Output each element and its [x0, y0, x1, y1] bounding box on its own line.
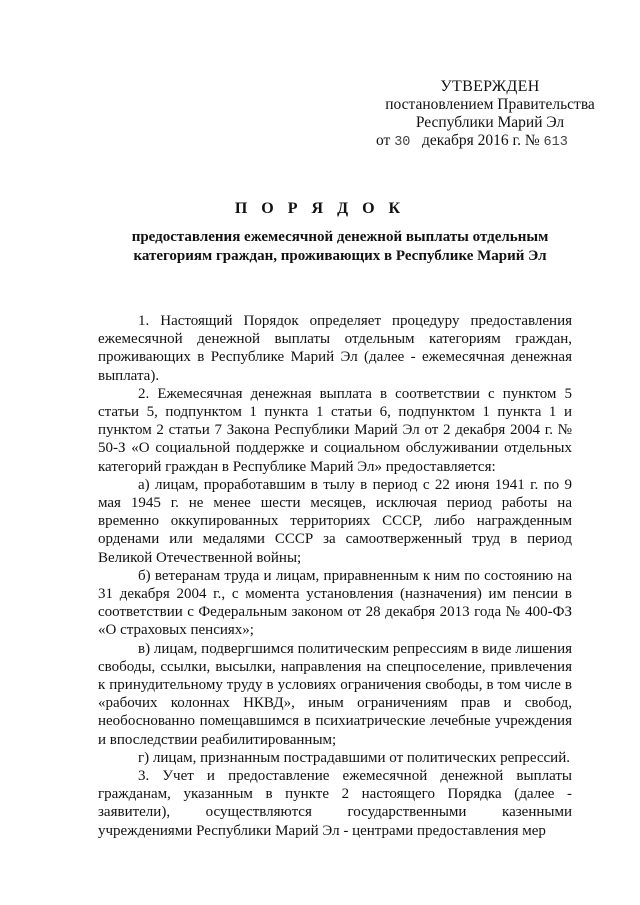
approval-title: УТВЕРЖДЕН	[440, 78, 540, 95]
approval-number: 613	[543, 135, 568, 150]
approval-line-resolution: постановлением Правительства	[385, 96, 595, 113]
document-title: П О Р Я Д О К	[234, 200, 406, 217]
approval-day: 30	[394, 135, 411, 150]
paragraph-1: 1. Настоящий Порядок определяет процедуру предоставления ежемесячной денежной выплаты отдельным категориям граждан, проживающих в Республике Марий Эл (далее - ежемесячная денежная выплата).	[98, 313, 572, 384]
paragraph-2v: в) лицам, подвергшимся политическим репрессиям в виде лишения свободы, ссылки, высылки, направления на спецпоселение, привлечения к принудительному труду в условиях ограничения свободы, в том числе в «рабочих колоннах НКВД», иным ограничениям прав и свобод, необоснованно помещавшимся в психиатрические лечебные учреждения и впоследствии реабилитированным;	[98, 640, 572, 748]
document-body	[98, 312, 572, 840]
document-subtitle: предоставления ежемесячной денежной выплаты отдельным категориям граждан, проживающих в Республике Марий Эл	[131, 229, 549, 264]
approval-stamp-block	[370, 78, 610, 152]
approval-from: от	[376, 132, 391, 149]
paragraph-2g: г) лицам, признанным пострадавшими от политических репрессий.	[138, 749, 570, 766]
approval-line-republic: Республики Марий Эл	[415, 114, 565, 131]
paragraph-2a: а) лицам, проработавшим в тылу в период с 22 июня 1941 г. по 9 мая 1945 г. не менее шести месяцев, исключая период работы на временно оккупированных территориях СССР, либо награжденным орденами или медалями СССР за самоотверженный труд в период Великой Отечественной войны;	[98, 476, 572, 566]
paragraph-2: 2. Ежемесячная денежная выплата в соответствии с пунктом 5 статьи 5, подпунктом 1 пункта 1 статьи 6, подпунктом 1 пункта 1 и пунктом 2 статьи 7 Закона Республики Марий Эл от 2 декабря 2004 г. № 50-З «О социальной поддержке и социальном обслуживании отдельных категорий граждан в Республике Марий Эл» предоставляется:	[98, 385, 572, 475]
approval-date-line	[370, 132, 610, 152]
paragraph-3: 3. Учет и предоставление ежемесячной денежной выплаты гражданам, указанным в пункте 2 настоящего Порядка (далее - заявители), осуществляются государственными казенными учреждениями Республики Марий Эл - центрами предоставления мер	[98, 768, 572, 839]
approval-month-year: декабря 2016 г. №	[422, 132, 540, 149]
paragraph-2b: б) ветеранам труда и лицам, приравненным к ним по состоянию на 31 декабря 2004 г., с момента установления (назначения) им пенсии в соответствии с Федеральным законом от 28 декабря 2013 года № 400-ФЗ «О страховых пенсиях»;	[98, 567, 572, 639]
